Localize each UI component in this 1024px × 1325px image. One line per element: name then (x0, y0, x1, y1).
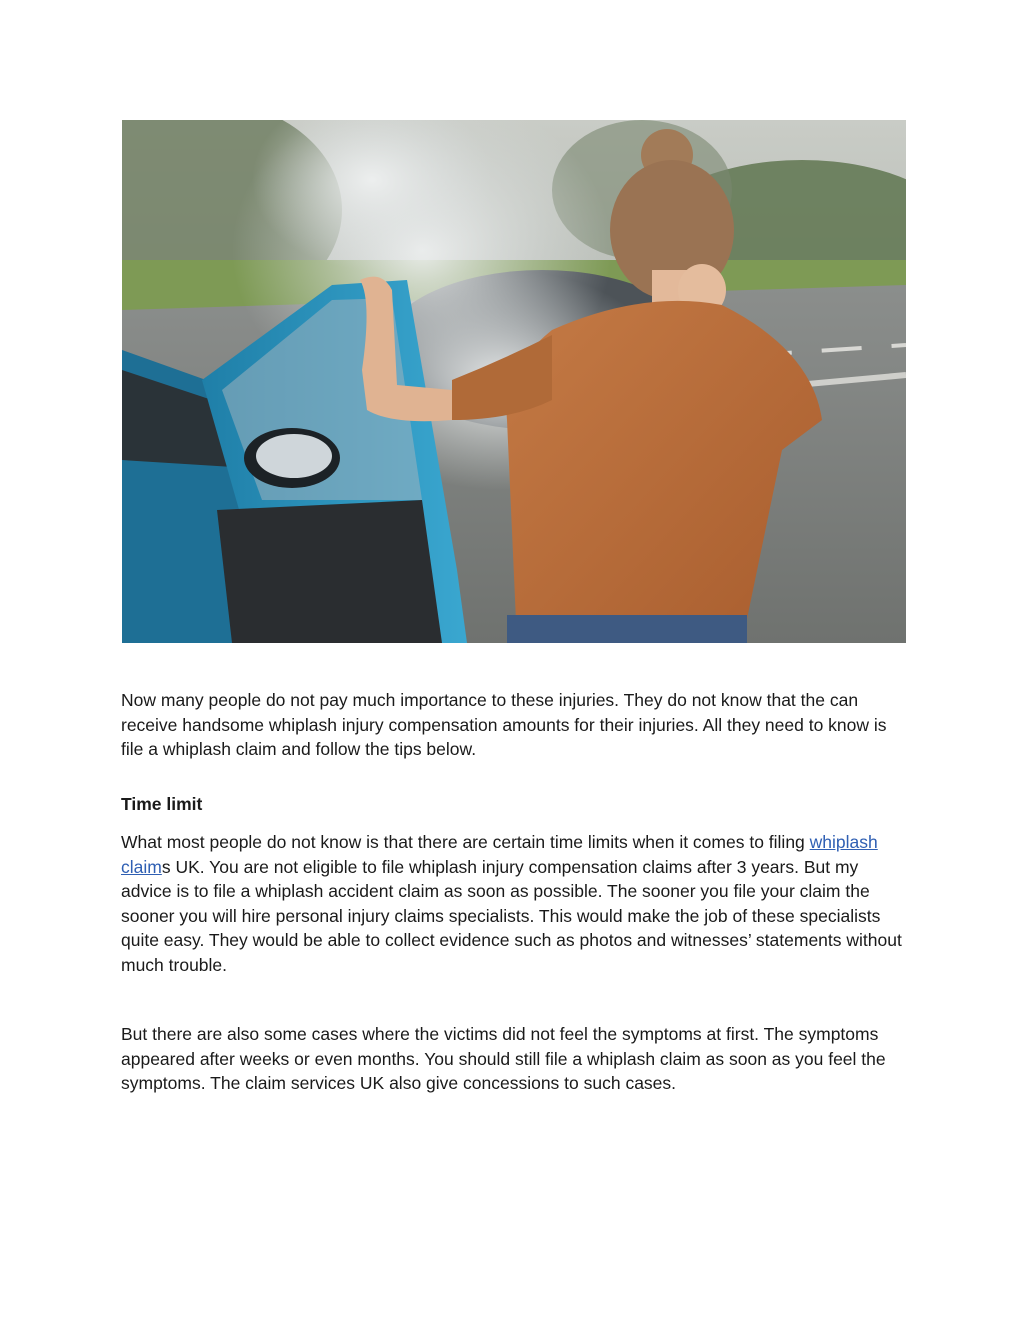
car-accident-photo (122, 120, 906, 643)
paragraph-text-after-link: s UK. You are not eligible to file whiplash injury compensation claims after 3 years. But my advice is to file a whiplash accident claim as soon as possible. The sooner you file your claim the sooner you will hire personal injury claims specialists. This would make the job of these specialists quite easy. They would be able to collect evidence such as photos and witnesses’ statements without much trouble. (121, 856, 902, 975)
paragraph-text-before-link: What most people do not know is that there are certain time limits when it comes to filing (121, 832, 810, 852)
time-limit-paragraph (121, 830, 911, 977)
symptoms-paragraph: But there are also some cases where the victims did not feel the symptoms at first. The symptoms appeared after weeks or even months. You should still file a whiplash claim as soon as you feel the symptoms. The claim services UK also give concessions to such cases. (121, 1024, 886, 1093)
intro-paragraph: Now many people do not pay much importance to these injuries. They do not know that the can receive handsome whiplash injury compensation amounts for their injuries. All they need to know is file a whiplash claim and follow the tips below. (121, 690, 887, 759)
section-heading-time-limit: Time limit (121, 794, 203, 814)
whiplash-claim-link[interactable]: whiplash claim (121, 832, 878, 877)
